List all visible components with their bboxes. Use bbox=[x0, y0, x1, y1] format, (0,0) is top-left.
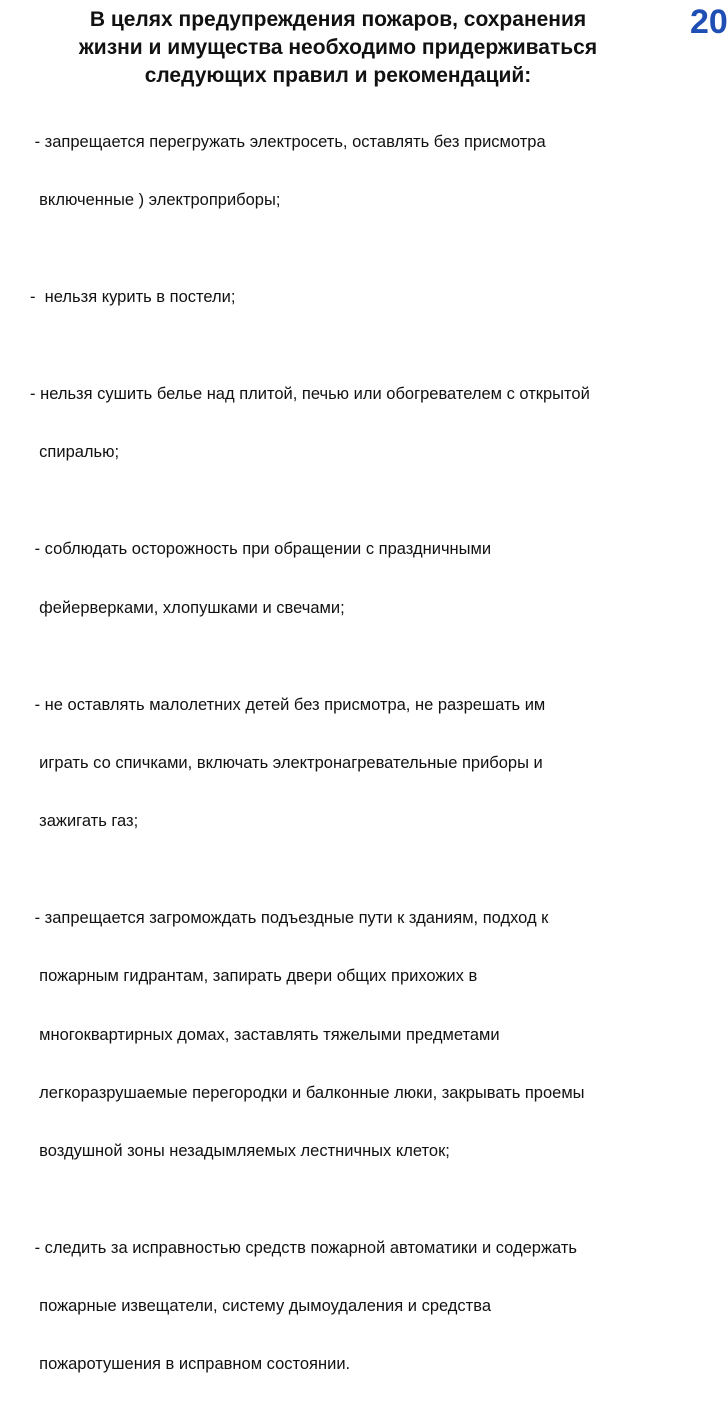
rule-line: зажигать газ; bbox=[30, 812, 139, 831]
rule-item bbox=[30, 1200, 720, 1413]
rule-line: - нельзя сушить белье над плитой, печью или обогревателем с открытой bbox=[30, 385, 590, 404]
slide-title bbox=[38, 6, 638, 90]
rule-line: - соблюдать осторожность при обращении с праздничными bbox=[30, 540, 492, 559]
title-line: следующих правил и рекомендаций: bbox=[144, 64, 532, 87]
rule-line: - следить за исправностью средств пожарной автоматики и содержать bbox=[30, 1238, 577, 1257]
rule-line: - запрещается загромождать подъездные пути к зданиям, подход к bbox=[30, 909, 549, 928]
rule-line: - нельзя курить в постели; bbox=[30, 288, 236, 307]
rule-item bbox=[30, 249, 720, 346]
slide-number: 20 bbox=[690, 3, 728, 41]
rule-line: пожарные извещатели, систему дымоудаления и средства bbox=[30, 1297, 492, 1316]
rule-item bbox=[30, 657, 720, 870]
rule-line: пожаротушения в исправном состоянии. bbox=[30, 1355, 351, 1374]
rule-line: пожарным гидрантам, запирать двери общих прихожих в bbox=[30, 967, 478, 986]
rule-line: легкоразрушаемые перегородки и балконные люки, закрывать проемы bbox=[30, 1083, 585, 1102]
rule-line: включенные ) электроприборы; bbox=[30, 191, 281, 210]
title-line: жизни и имущества необходимо придерживаться bbox=[78, 36, 598, 59]
rule-line: - не оставлять малолетних детей без присмотра, не разрешать им bbox=[30, 695, 546, 714]
rule-line: спиралью; bbox=[30, 443, 120, 462]
rule-line: воздушной зоны незадымляемых лестничных клеток; bbox=[30, 1141, 450, 1160]
rule-item bbox=[30, 94, 720, 249]
rule-line: - запрещается перегружать электросеть, оставлять без присмотра bbox=[30, 132, 546, 151]
rule-line: многоквартирных домах, заставлять тяжелыми предметами bbox=[30, 1025, 500, 1044]
rule-item bbox=[30, 346, 720, 501]
rules-list bbox=[30, 94, 720, 1414]
rule-line: играть со спичками, включать электронагревательные приборы и bbox=[30, 753, 543, 772]
rule-item bbox=[30, 502, 720, 657]
rule-item bbox=[30, 870, 720, 1200]
title-line: В целях предупреждения пожаров, сохранения bbox=[89, 8, 587, 31]
rule-line: фейерверками, хлопушками и свечами; bbox=[30, 598, 345, 617]
